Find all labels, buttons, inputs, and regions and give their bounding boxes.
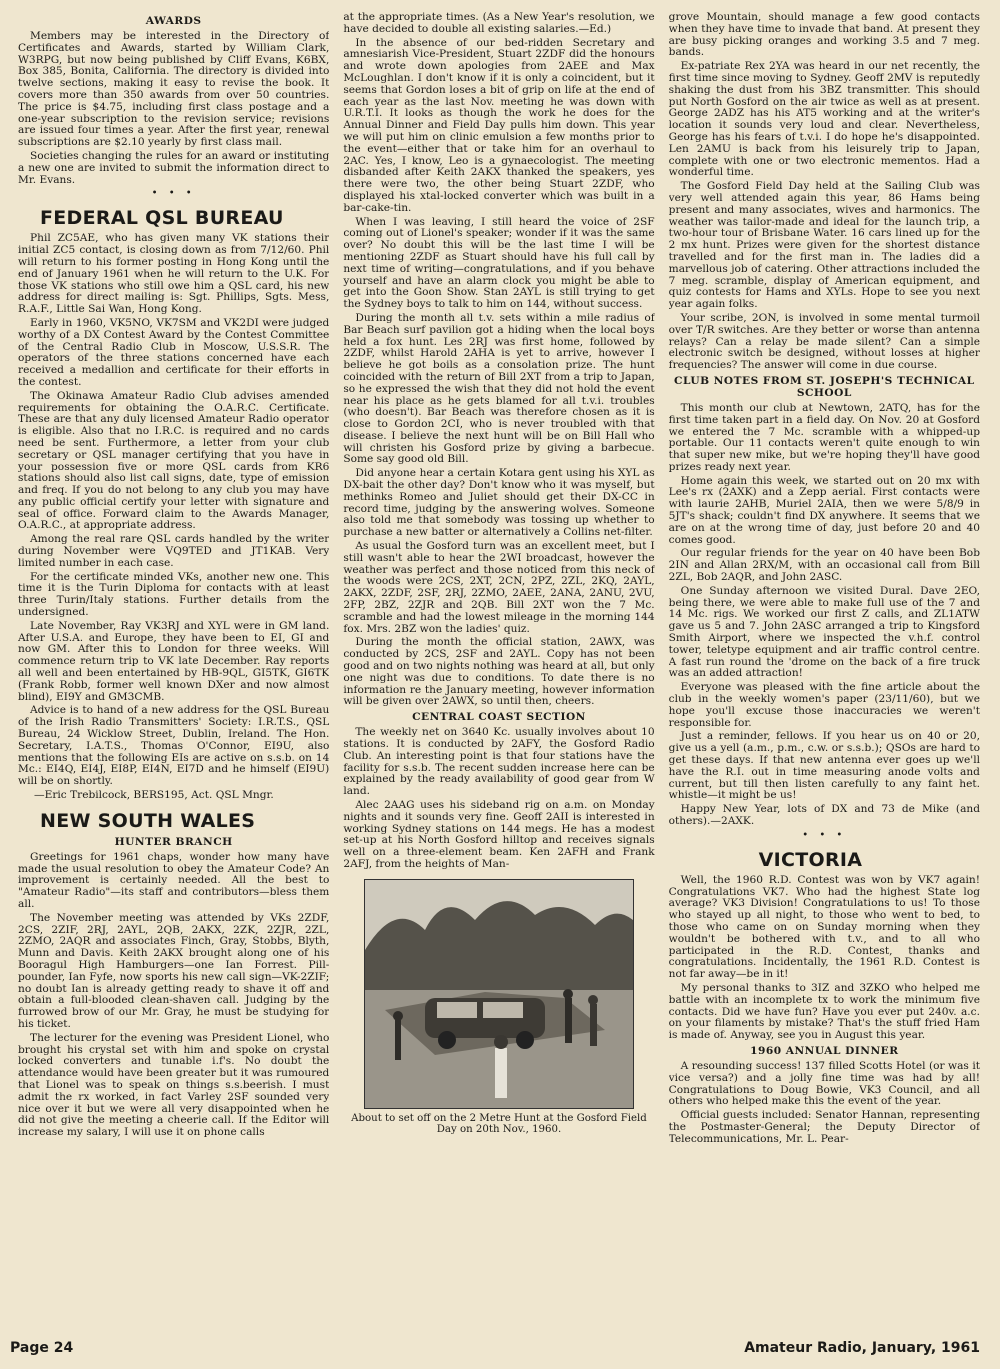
column-2 <box>343 12 654 1332</box>
column-1 <box>18 12 329 1332</box>
central-coast-heading: CENTRAL COAST SECTION <box>412 711 586 724</box>
qsl-paragraph: Early in 1960, VK5NO, VK7SM and VK2DI were judged worthy of a DX Contest Award by the Contest Committee of the Central Radio Club in Moscow, U.S.S.R. The operators of the three stations concerned have each received a medallion and certificate for their efforts in the contest. <box>18 316 330 388</box>
photo-caption: About to set off on the 2 Metre Hunt at the Gosford Field Day on 20th Nov., 1960. <box>351 1112 647 1136</box>
club-notes-paragraph: Happy New Year, lots of DX and 73 de Mike (and others).—2AXK. <box>668 803 980 827</box>
qsl-signature: —Eric Trebilcock, BERS195, Act. QSL Mngr. <box>34 789 274 802</box>
central-coast-paragraph: grove Mountain, should manage a few good contacts when they have time to invade that band. At present they are busy picking oranges and working 3.5 and 7 meg. bands. <box>668 12 980 59</box>
section-separator: • • • <box>802 829 847 841</box>
hunter-paragraph: During the month the official station, 2AWX, was conducted by 2CS, 2SF and 2AYL. Copy has not been good and on two nights nothing was heard at all, but only one night was due to conditions. To date there is no information re the January meeting, however information will be given over 2AWX, so until then, cheers. <box>343 636 655 708</box>
victoria-paragraph: Well, the 1960 R.D. Contest was won by VK7 again! Congratulations VK7. Who had the highest State log average? VK3 Division! Congratulations to us! To those who stayed up all night, to those who went to bed, to those who came on on Sunday morning when they wouldn't be bothered with t.v., and to all who participated in the R.D. Contest, thanks and congratulations. Incidentally, the 1961 R.D. Contest is not far away—be in it! <box>668 873 980 981</box>
hunter-paragraph: In the absence of our bed-ridden Secretary and amnesiarish Vice-President, Stuart 2ZDF did the honours and wrote down apologies from 2AEE and Max McLoughlan. I don't know if it is only a coincident, but it seems that Gordon loses a bit of grip on life at the end of each year as the last Nov. meeting he was down with U.R.T.I. It looks as though the work he does for the Annual Dinner and Field Day pulls him down. This year we will put him on clinic emulsion a few months prior to the event—either that or take him for an overhaul to 2AC. Yes, I know, Leo is a gynaecologist. The meeting disbanded after Keith 2AKX thanked the speakers, yes there were two, the other being Stuart 2ZDF, who displayed his xtal-locked converter which was built in a bar-cake-tin. <box>343 36 655 214</box>
page-number: Page 24 <box>10 1340 74 1356</box>
qsl-paragraph: Late November, Ray VK3RJ and XYL were in GM land. After U.S.A. and Europe, they have been to EI, GI and now GM. After this to London for three weeks. Will commence return trip to VK late December. Ray reports all well and been entertained by HB-9QL, GI5TK, GI6TK (Frank Robb, former well known DXer and now almost blind), EI9Y and GM3CMB. <box>18 619 330 703</box>
awards-heading: AWARDS <box>145 15 202 27</box>
column-3 <box>669 12 980 1332</box>
central-coast-paragraph: Alec 2AAG uses his sideband rig on a.m. on Monday nights and it sounds very fine. Geoff 2AII is interested in working Sydney stations on 144 megs. He has a modest set-up at his North Gosford hilltop and receives signals well on a three-element beam. Ken 2AFH and Frank 2AFJ, from the heights of Man- <box>343 799 655 870</box>
club-notes-paragraph: Our regular friends for the year on 40 have been Bob 2IN and Allan 2RX/M, with an occasional call from Bill 2ZL, Bob 2AQR, and John 2ASC. <box>668 547 980 584</box>
qsl-paragraph: Advice is to hand of a new address for the QSL Bureau of the Irish Radio Transmitters' Society: I.R.T.S., QSL Bureau, 24 Wicklow Street, Dublin, Ireland. The Hon. Secretary, I.A.T.S., Thomas O'Connor, EI9U, also mentions that the following EIs are active on s.s.b. on 14 Mc.: EI4Q, EI4J, EI8P, EI4N, EI7D and he himself (EI9U) will be on shortly. <box>18 704 330 788</box>
hunter-paragraph: at the appropriate times. (As a New Year's resolution, we have decided to double all existing salaries.—Ed.) <box>343 12 655 35</box>
hunter-paragraph: The November meeting was attended by VKs 2ZDF, 2CS, 2ZIF, 2RJ, 2AYL, 2QB, 2AKX, 2ZK, 2ZJR, 2ZL, 2ZMO, 2AQR and associates Finch, Gray, Stobbs, Blyth, Munn and Davis. Keith 2AKX brought along one of his Booragul High Hamburgers—one Ian Forrest. Pill-pounder, Ian Fyfe, now sports his new call sign—VK-2ZIF; no doubt Ian is already getting ready to shave it off and obtain a full-blooded clean-shaven call. Judging by the furrowed brow of our Mr. Gray, he must be studying for his ticket. <box>18 911 330 1030</box>
club-notes-paragraph: Home again this week, we started out on 20 mx with Lee's rx (2AXK) and a Zepp aerial. First contacts were with laurie 2AHB, Muriel 2AIA, then we were 5/8/9 in 5JT's shack; couldn't find DX anywhere. It seems that we are on at the wrong time of day, just before 20 and 40 comes good. <box>668 474 980 546</box>
qsl-paragraph: The Okinawa Amateur Radio Club advises amended requirements for obtaining the O.A.R.C. Certificate. These are that any duly licensed Amateur Radio operator is eligible. Also that no I.R.C. is required and no cards need be sent. Furthermore, a letter from your club secretary or QSL manager certifying that you have in your possession five or more QSL cards from KR6 stations should also list call signs, date, type of emission and freq. If you do not belong to any club you may have any public official certify your letter with signature and seal of office. Forward claim to the Awards Manager, O.A.R.C., at appropriate address. <box>18 389 330 532</box>
club-notes-paragraph: Just a reminder, fellows. If you hear us on 40 or 20, give us a yell (a.m., p.m., c.w. or s.s.b.); QSOs are hard to get these days. If that new antenna ever goes up we'll have the R.I. out in time measuring anode volts and current, but till then listen carefully to any faint het. whistle—it might be us! <box>668 730 980 802</box>
hunter-branch-heading: HUNTER BRANCH <box>114 835 233 848</box>
qsl-paragraph: Among the real rare QSL cards handled by the writer during November were VQ9TED and JT1KAB. Very limited number in each case. <box>18 533 330 569</box>
field-day-photo <box>364 879 634 1109</box>
central-coast-paragraph: The Gosford Field Day held at the Sailing Club was very well attended again this year, 86 Hams being present and many associates, wives and harmonics. The weather was tailor-made and ideal for the launch trip, a two-hour tour of Brisbane Water. 16 cars lined up for the 2 mx hunt. Prizes were given for the shortest distance travelled and for the first man in. The ladies did a marvellous job of catering. Other attractions included the 7 meg. scramble, display of American equipment, and quiz contests for Hams and XYLs. Hope to see you next year again folks. <box>668 180 980 311</box>
photo-illustration <box>365 880 633 1108</box>
qsl-paragraph: For the certificate minded VKs, another new one. This time it is the Turin Diploma for contacts with at least three Turin/Italy stations. Further details from the undersigned. <box>18 570 330 619</box>
victoria-heading: VICTORIA <box>758 848 863 871</box>
awards-paragraph: Members may be interested in the Directory of Certificates and Awards, started by William Clark, W3RPG, but now being published by Cliff Evans, K6BX, Box 385, Bonita, California. The directory is divided into twelve sections, making it easy to revise the book. It covers more than 350 awards from over 50 countries. The price is $4.75, including first class postage and a one-year subscription to the revision service; revisions are issued four times a year. After the first year, renewal subscriptions are $2.10 yearly by first class mail. <box>18 30 330 149</box>
columns <box>18 12 980 1332</box>
section-separator: • • • <box>151 188 196 200</box>
hunter-paragraph: When I was leaving, I still heard the voice of 2SF coming out of Lionel's speaker; wonder if it was the same over? No doubt this will be the last time I will be mentioning 2ZDF as Stuart should have his full call by next time of writing—congratulations, and if you behave yourself and have an alarm clock you might be able to get into the Goon Show. Stan 2AYL is still trying to get the Sydney boys to talk to him on 144, without success. <box>343 215 655 311</box>
dinner-paragraph: A resounding success! 137 filled Scotts Hotel (or was it vice versa?) and a jolly fine time was had by all! Congratulations to Doug Bowie, VK3 Council, and all others who helped make this the event of the year. <box>668 1059 980 1108</box>
hunter-paragraph: Greetings for 1961 chaps, wonder how many have made the usual resolution to obey the Amateur Code? An improvement is certainly needed. All the best to "Amateur Radio"—its staff and contributors—bless them all. <box>18 850 330 910</box>
hunter-paragraph: The lecturer for the evening was President Lionel, who brought his crystal set with him and spoke on crystal locked converters and tunable i.f's. No doubt the attendance would have been greater but it was rumoured that Lionel was to speak on things s.s.beerish. I must admit the rx worked, in fact Varley 2SF sounded very nice over it but we were all very disappointed when he did not give the meeting a cheerie call. If the Editor will increase my salary, I will use it on phone calls <box>18 1031 330 1139</box>
page-footer <box>10 1340 980 1356</box>
victoria-paragraph: My personal thanks to 3IZ and 3ZKO who helped me battle with an incomplete tx to work the minimum five contacts. Did we have fun? Have you ever put 240v. a.c. on your filaments by mistake? That's the stuff fried Ham is made of. Anyway, see you in August this year. <box>668 981 980 1042</box>
central-coast-paragraph: The weekly net on 3640 Kc. usually involves about 10 stations. It is conducted by 2AFY, the Gosford Radio Club. An interesting point is that four stations have the facility for s.s.b. The recent sudden increase here can be explained by the ready availability of good gear from W land. <box>343 726 655 798</box>
central-coast-paragraph: Your scribe, 2ON, is involved in some mental turmoil over T/R switches. Are they better or worse than antenna relays? Can a relay be made silent? Can a simple electronic switch be designed, without losses at higher frequencies? The answer will come in due course. <box>668 311 980 372</box>
hunter-paragraph: Did anyone hear a certain Kotara gent using his XYL as DX-bait the other day? Don't know who it was myself, but methinks Romeo and Juliet should get their DX-CC in record time, judging by the answering wolves. Someone also told me that somebody was tossing up whether to purchase a new batter or alternatively a Collins net-filter. <box>343 467 655 539</box>
annual-dinner-heading: 1960 ANNUAL DINNER <box>750 1044 899 1057</box>
dinner-paragraph: Official guests included: Senator Hannan, representing the Postmaster-General; the Deputy Director of Telecommunications, Mr. L. Pear- <box>668 1109 980 1145</box>
awards-paragraph: Societies changing the rules for an award or instituting a new one are invited to submit the information direct to Mr. Evans. <box>18 149 330 186</box>
club-notes-paragraph: One Sunday afternoon we visited Dural. Dave 2EO, being there, we were able to make full use of the 7 and 14 Mc. rigs. We worked our first Z calls, and ZL1ATW gave us 5 and 7. John 2ASC arranged a trip to Kingsford Smith Airport, where we inspected the v.h.f. control tower, teletype equipment and air traffic control centre. A fast run round the 'drome on the back of a fire truck was an added attraction! <box>668 584 980 680</box>
hunter-paragraph: During the month all t.v. sets within a mile radius of Bar Beach surf pavilion got a hiding when the local boys held a fox hunt. Les 2RJ was first home, followed by 2ZDF, whilst Harold 2AHA is yet to arrive, however I believe he got boils as a consolation prize. The hunt coincided with the return of Bill 2XT from a trip to Japan, so he expressed the wish that they did not hold the event near his place as he gets blamed for all t.v.i. troubles (who doesn't). Bar Beach was therefore chosen as it is close to Gordon 2CI, who is never troubled with that disease. I believe the next hunt will be on Bill Hall who will christen his Gosford prize by giving a barbecue. Some say good old Bill. <box>343 311 655 466</box>
club-notes-paragraph: This month our club at Newtown, 2ATQ, has for the first time taken part in a field day. On Nov. 20 at Gosford we entered the 7 Mc. scramble with a whipped-up portable. Our 11 contacts weren't quite enough to win that super new mike, but we're hoping they'll have good prizes ready next year. <box>668 401 980 473</box>
qsl-bureau-heading: FEDERAL QSL BUREAU <box>40 207 284 230</box>
central-coast-paragraph: Ex-patriate Rex 2YA was heard in our net recently, the first time since moving to Sydney. Geoff 2MV is reputedly shaking the dust from his 3BZ transmitter. This should put North Gosford on the air twice as well as at present. George 2ADZ has his AT5 working and at the writer's location it sounds very loud and clear. Nevertheless, George has his fears of t.v.i. I do hope he's disappointed. Len 2AMU is back from his leisurely trip to Japan, complete with one or two electronic mementos. Had a wonderful time. <box>668 60 980 179</box>
club-notes-paragraph: Everyone was pleased with the fine article about the club in the weekly women's paper (23/11/60), but we hope you'll excuse those inaccuracies we weren't responsible for. <box>668 681 980 729</box>
nsw-heading: NEW SOUTH WALES <box>40 809 256 832</box>
issue-info: Amateur Radio, January, 1961 <box>744 1340 980 1356</box>
hunter-paragraph: As usual the Gosford turn was an excellent meet, but I still wasn't able to hear the 2WI broadcast, however the weather was perfect and those noticed from this neck of the woods were 2CS, 2XT, 2CN, 2PZ, 2ZL, 2KQ, 2AYL, 2AKX, 2ZDF, 2SF, 2RJ, 2ZMO, 2AEE, 2ANA, 2ANU, 2VU, 2FP, 2BZ, 2ZJR and 2QB. Bill 2XT won the 7 Mc. scramble and had the lowest mileage in the morning 144 fox. Mrs. 2BZ won the ladies' quiz. <box>343 540 655 635</box>
club-notes-heading: CLUB NOTES FROM ST. JOSEPH'S TECHNICAL SCHOOL <box>674 374 975 399</box>
qsl-paragraph: Phil ZC5AE, who has given many VK stations their initial ZC5 contact, is closing down as from 7/12/60. Phil will return to his former posting in Hong Kong until the end of January 1961 when he will return to the U.K. For those VK stations who still owe him a QSL card, his new address for direct mailing is: Sgt. Phillips, Sgts. Mess, R.A.F., Little Sai Wan, Hong Kong. <box>18 232 330 316</box>
